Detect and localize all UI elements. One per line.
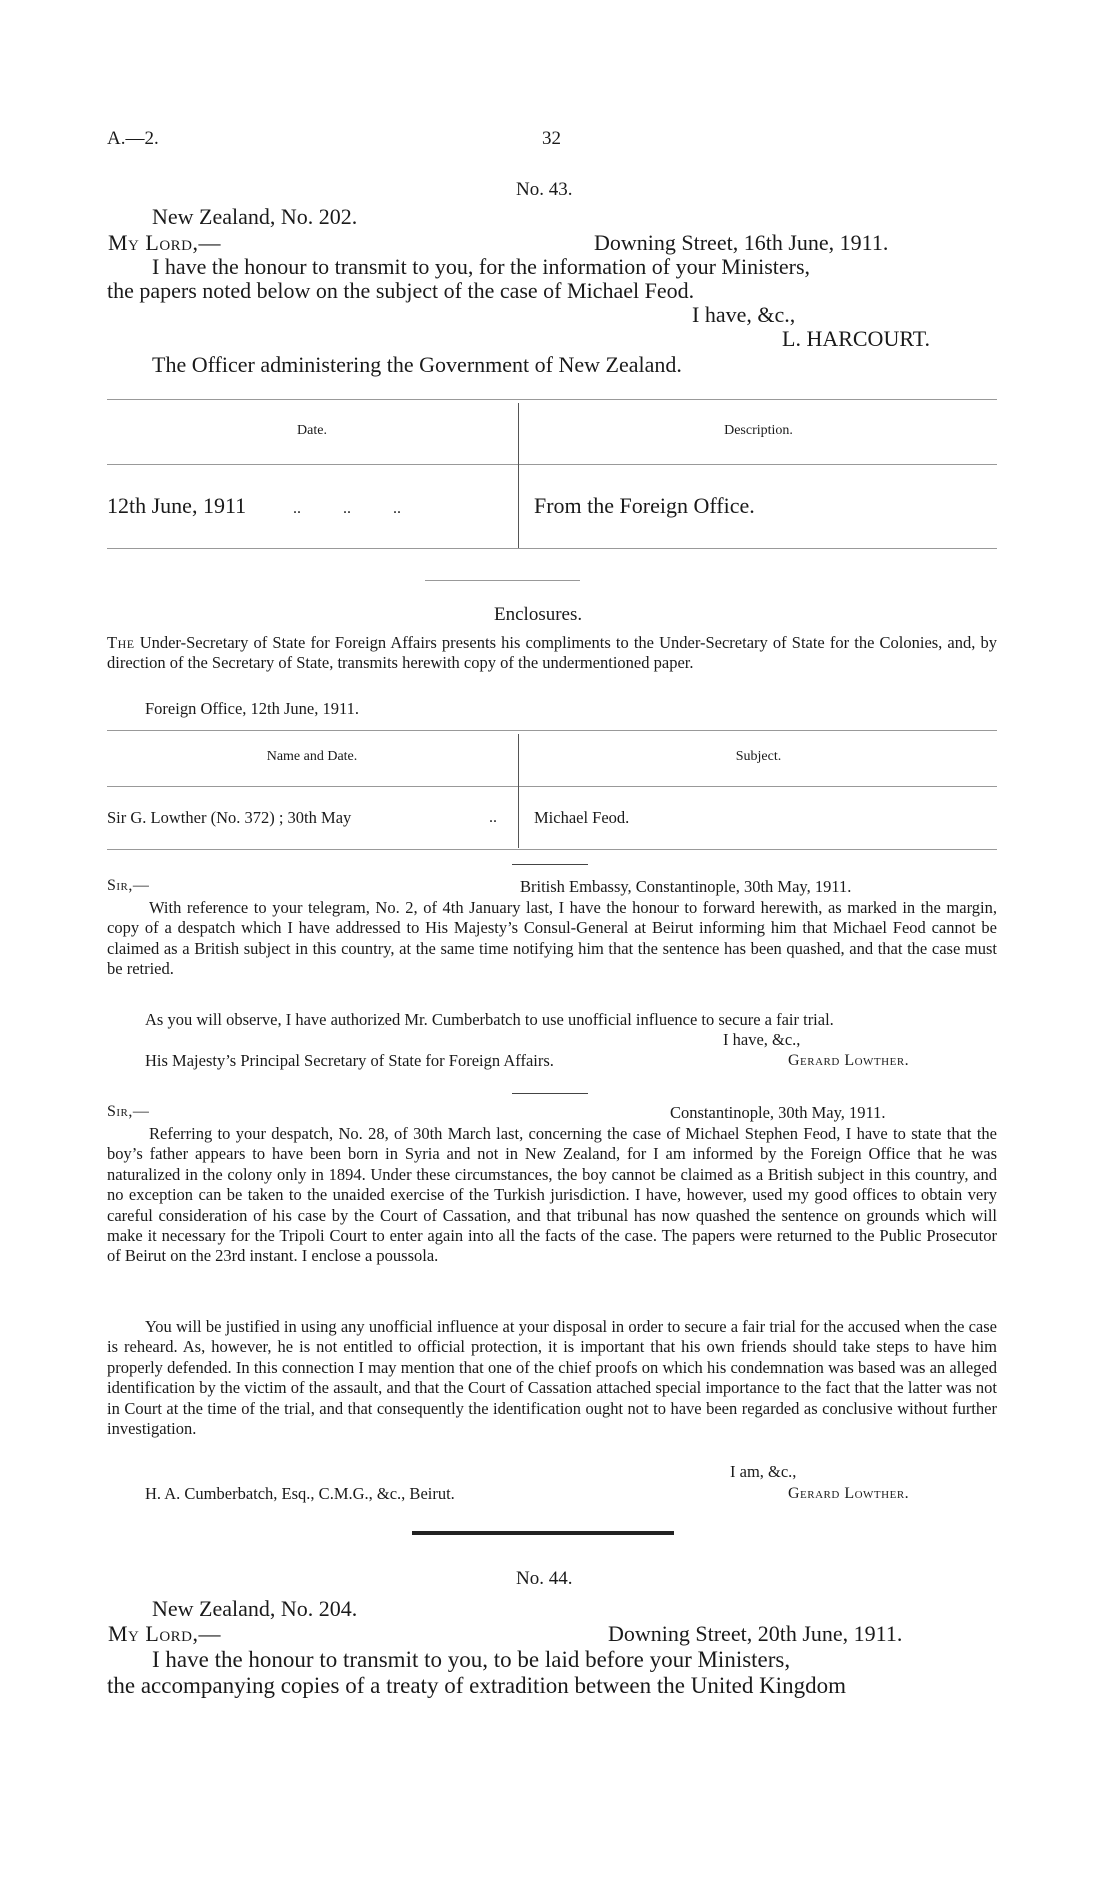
section-divider [425, 580, 580, 581]
letter-paragraph [107, 1317, 997, 1439]
item-number: No. 43. [516, 179, 573, 200]
dispatch-ref: New Zealand, No. 202. [152, 204, 358, 229]
table-rule-top [107, 399, 997, 400]
closing: I am, &c., [730, 1462, 797, 1481]
table-header-name-date: Name and Date. [266, 749, 358, 764]
enclosures-title: Enclosures. [494, 604, 583, 625]
signature: Gerard Lowther. [788, 1485, 910, 1502]
body-line: the accompanying copies of a treaty of extradition between the United Kingdom [107, 1673, 846, 1698]
section-divider-thick [412, 1531, 674, 1535]
place-date: Constantinople, 30th May, 1911. [670, 1103, 886, 1122]
body-line: I have the honour to transmit to you, for the information of your Ministers, [152, 254, 811, 279]
closing: I have, &c., [692, 302, 796, 327]
letter-paragraph [107, 1124, 997, 1267]
enclosures-intro [107, 633, 997, 674]
table-header-description: Description. [724, 423, 793, 438]
intro-text: Under-Secretary of State for Foreign Affairs presents his compliments to the Under-Secretary of State for the Colonies, and, by direction of the Secretary of State, transmits herewith copy of the undermentioned paper. [107, 633, 997, 673]
table-rule-bottom [107, 548, 997, 549]
enclosures-place-date: Foreign Office, 12th June, 1911. [145, 699, 360, 718]
document-reference: A.—2. [107, 128, 159, 149]
table-header-subject: Subject. [735, 749, 782, 764]
salutation: Sir,— [107, 877, 150, 894]
addressee: His Majesty’s Principal Secretary of State for Foreign Affairs. [145, 1051, 554, 1070]
table-row-description: From the Foreign Office. [534, 493, 755, 518]
addressee: The Officer administering the Government of New Zealand. [152, 352, 682, 377]
salutation: My Lord,— [108, 1621, 222, 1646]
letter-paragraph [107, 1010, 997, 1030]
place-date: Downing Street, 20th June, 1911. [608, 1621, 903, 1646]
paragraph-text: Referring to your despatch, No. 28, of 30th March last, concerning the case of Michael Stephen Feod, I have to state that the boy’s father appears to have been born in Syria and not in New Zealand, for I am informed by the Foreign Office that he was naturalized in the colony only in 1894. Under these circumstances, the boy cannot be claimed as a British subject in this country, and no exception can be taken to the unaided exercise of the Turkish jurisdiction. I have, however, used my good offices to obtain very careful consideration of his case by the Court of Cassation, and that tribunal has now quashed the sentence on grounds which will make it necessary for the Tripoli Court to enter again into all the facts of the case. The papers were returned to the Public Prosecutor of Beirut on the 23rd instant. I enclose a poussola. [107, 1124, 997, 1266]
salutation: Sir,— [107, 1103, 150, 1120]
place-date: British Embassy, Constantinople, 30th May, 1911. [520, 877, 852, 896]
body-line: the papers noted below on the subject of the case of Michael Feod. [107, 278, 695, 303]
page-number: 32 [542, 128, 561, 149]
section-divider [512, 864, 588, 865]
table-rule-header [107, 786, 997, 787]
table-rule-header [107, 464, 997, 465]
place-date: Downing Street, 16th June, 1911. [594, 230, 889, 255]
table-row-leaders: .. .. .. [293, 500, 401, 517]
letter-paragraph [107, 898, 997, 980]
salutation: My Lord,— [108, 230, 222, 255]
table-rule-bottom [107, 849, 997, 850]
intro-lead-word: The [107, 633, 135, 652]
dispatch-ref: New Zealand, No. 204. [152, 1596, 358, 1621]
table-rule-top [107, 730, 997, 731]
table-header-date: Date. [297, 423, 327, 438]
signature: Gerard Lowther. [788, 1052, 910, 1069]
paragraph-text: You will be justified in using any unofficial influence at your disposal in order to secure a fair trial for the accused when the case is reheard. As, however, he is not entitled to official protection, it is important that his own friends should take steps to have him properly defended. In this connection I may mention that one of the chief proofs on which his condemnation was based was an alleged identification by the victim of the assault, and that the Court of Cassation attached special importance to the fact that the latter was not in Court at the time of the trial, and that consequently the identification ought not to have been regarded as conclusive without further investigation. [107, 1317, 997, 1439]
table-column-divider [518, 403, 519, 549]
table-row-name-date: Sir G. Lowther (No. 372) ; 30th May [107, 808, 352, 827]
paragraph-text: With reference to your telegram, No. 2, of 4th January last, I have the honour to forward herewith, as marked in the margin, copy of a despatch which I have addressed to His Majesty’s Consul-General at Beirut informing him that Michael Feod cannot be claimed as a British subject in this country, at the same time notifying him that the sentence has been quashed, and that the case must be retried. [107, 898, 997, 979]
table-row-leaders: .. [489, 809, 497, 826]
table-column-divider [518, 734, 519, 848]
closing: I have, &c., [723, 1030, 801, 1049]
section-divider [512, 1093, 588, 1094]
item-number: No. 44. [516, 1568, 573, 1589]
signature: L. HARCOURT. [782, 326, 930, 351]
table-row-subject: Michael Feod. [534, 808, 630, 827]
paragraph-text: As you will observe, I have authorized Mr. Cumberbatch to use unofficial influence to secure a fair trial. [145, 1010, 834, 1029]
addressee: H. A. Cumberbatch, Esq., C.M.G., &c., Beirut. [145, 1484, 455, 1503]
body-line: I have the honour to transmit to you, to be laid before your Ministers, [152, 1647, 791, 1672]
table-row-date: 12th June, 1911 [107, 493, 247, 518]
